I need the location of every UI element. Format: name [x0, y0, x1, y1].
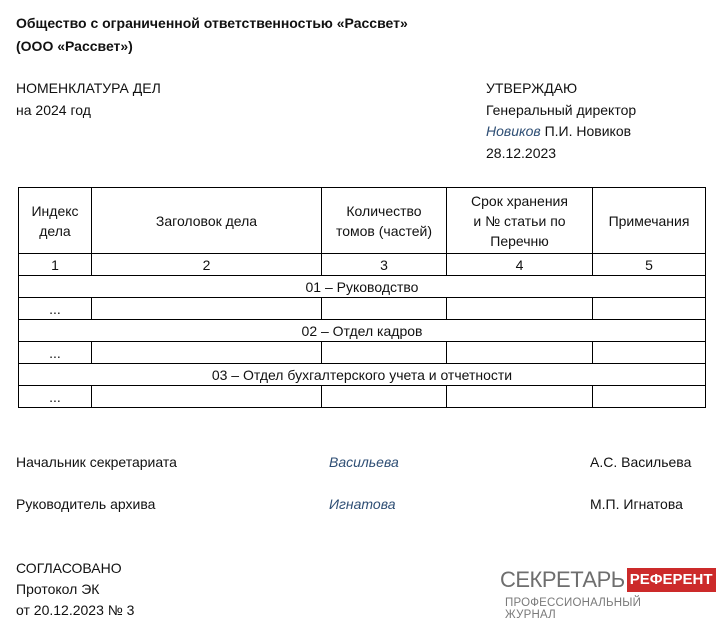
logo-main-text: СЕКРЕТАРЬ — [500, 567, 625, 592]
section-title: 01 – Руководство — [19, 276, 706, 298]
approve-label: УТВЕРЖДАЮ — [486, 80, 578, 96]
row-cell — [92, 298, 322, 320]
table-row — [19, 342, 706, 364]
row-index: ... — [19, 386, 92, 408]
agreed-label: СОГЛАСОВАНО — [16, 560, 122, 576]
logo-subtitle: ПРОФЕССИОНАЛЬНЫЙ ЖУРНАЛ — [505, 597, 642, 621]
table-row — [19, 298, 706, 320]
column-number: 4 — [447, 254, 593, 276]
column-number: 3 — [322, 254, 447, 276]
header-title: Заголовок дела — [92, 188, 322, 254]
section-row — [19, 320, 706, 342]
director-name: П.И. Новиков — [544, 123, 632, 139]
section-row — [19, 364, 706, 386]
logo-box-text: РЕФЕРЕНТ — [627, 568, 716, 592]
signatory-signature: Васильева — [329, 454, 399, 470]
doc-title: НОМЕНКЛАТУРА ДЕЛ — [16, 80, 161, 96]
signatory-position: Начальник секретариата — [16, 454, 177, 470]
signatory-signature: Игнатова — [329, 496, 396, 512]
row-index: ... — [19, 298, 92, 320]
doc-year: на 2024 год — [16, 102, 91, 118]
row-cell — [322, 298, 447, 320]
table-row — [19, 386, 706, 408]
table-header-row — [19, 188, 706, 254]
section-title: 03 – Отдел бухгалтерского учета и отчетности — [19, 364, 706, 386]
row-cell — [447, 342, 593, 364]
approve-signature-line — [486, 123, 631, 139]
approve-date: 28.12.2023 — [486, 145, 557, 161]
row-cell — [593, 386, 706, 408]
header-retention: Срок хранения и № статьи по Перечню — [447, 188, 593, 254]
org-name-line2: (ООО «Рассвет») — [16, 38, 133, 54]
column-number: 1 — [19, 254, 92, 276]
org-name-line1: Общество с ограниченной ответственностью «Рассвет» — [16, 15, 408, 31]
row-cell — [322, 342, 447, 364]
header-notes: Примечания — [593, 188, 706, 254]
agreed-date-number: от 20.12.2023 № 3 — [16, 602, 135, 618]
agreed-protocol: Протокол ЭК — [16, 581, 100, 597]
row-cell — [447, 386, 593, 408]
row-cell — [322, 386, 447, 408]
section-row — [19, 276, 706, 298]
column-number: 5 — [593, 254, 706, 276]
row-cell — [92, 386, 322, 408]
director-signature: Новиков — [486, 123, 541, 139]
row-index: ... — [19, 342, 92, 364]
nomenclature-table — [18, 187, 706, 408]
journal-logo — [500, 565, 713, 621]
row-cell — [593, 342, 706, 364]
approve-position: Генеральный директор — [486, 102, 637, 118]
column-number: 2 — [92, 254, 322, 276]
row-cell — [447, 298, 593, 320]
signatory-position: Руководитель архива — [16, 496, 156, 512]
signatory-name: А.С. Васильева — [590, 454, 692, 470]
row-cell — [593, 298, 706, 320]
header-index: Индекс дела — [19, 188, 92, 254]
row-cell — [92, 342, 322, 364]
signatory-name: М.П. Игнатова — [590, 496, 683, 512]
column-number-row — [19, 254, 706, 276]
header-volumes: Количество томов (частей) — [322, 188, 447, 254]
section-title: 02 – Отдел кадров — [19, 320, 706, 342]
